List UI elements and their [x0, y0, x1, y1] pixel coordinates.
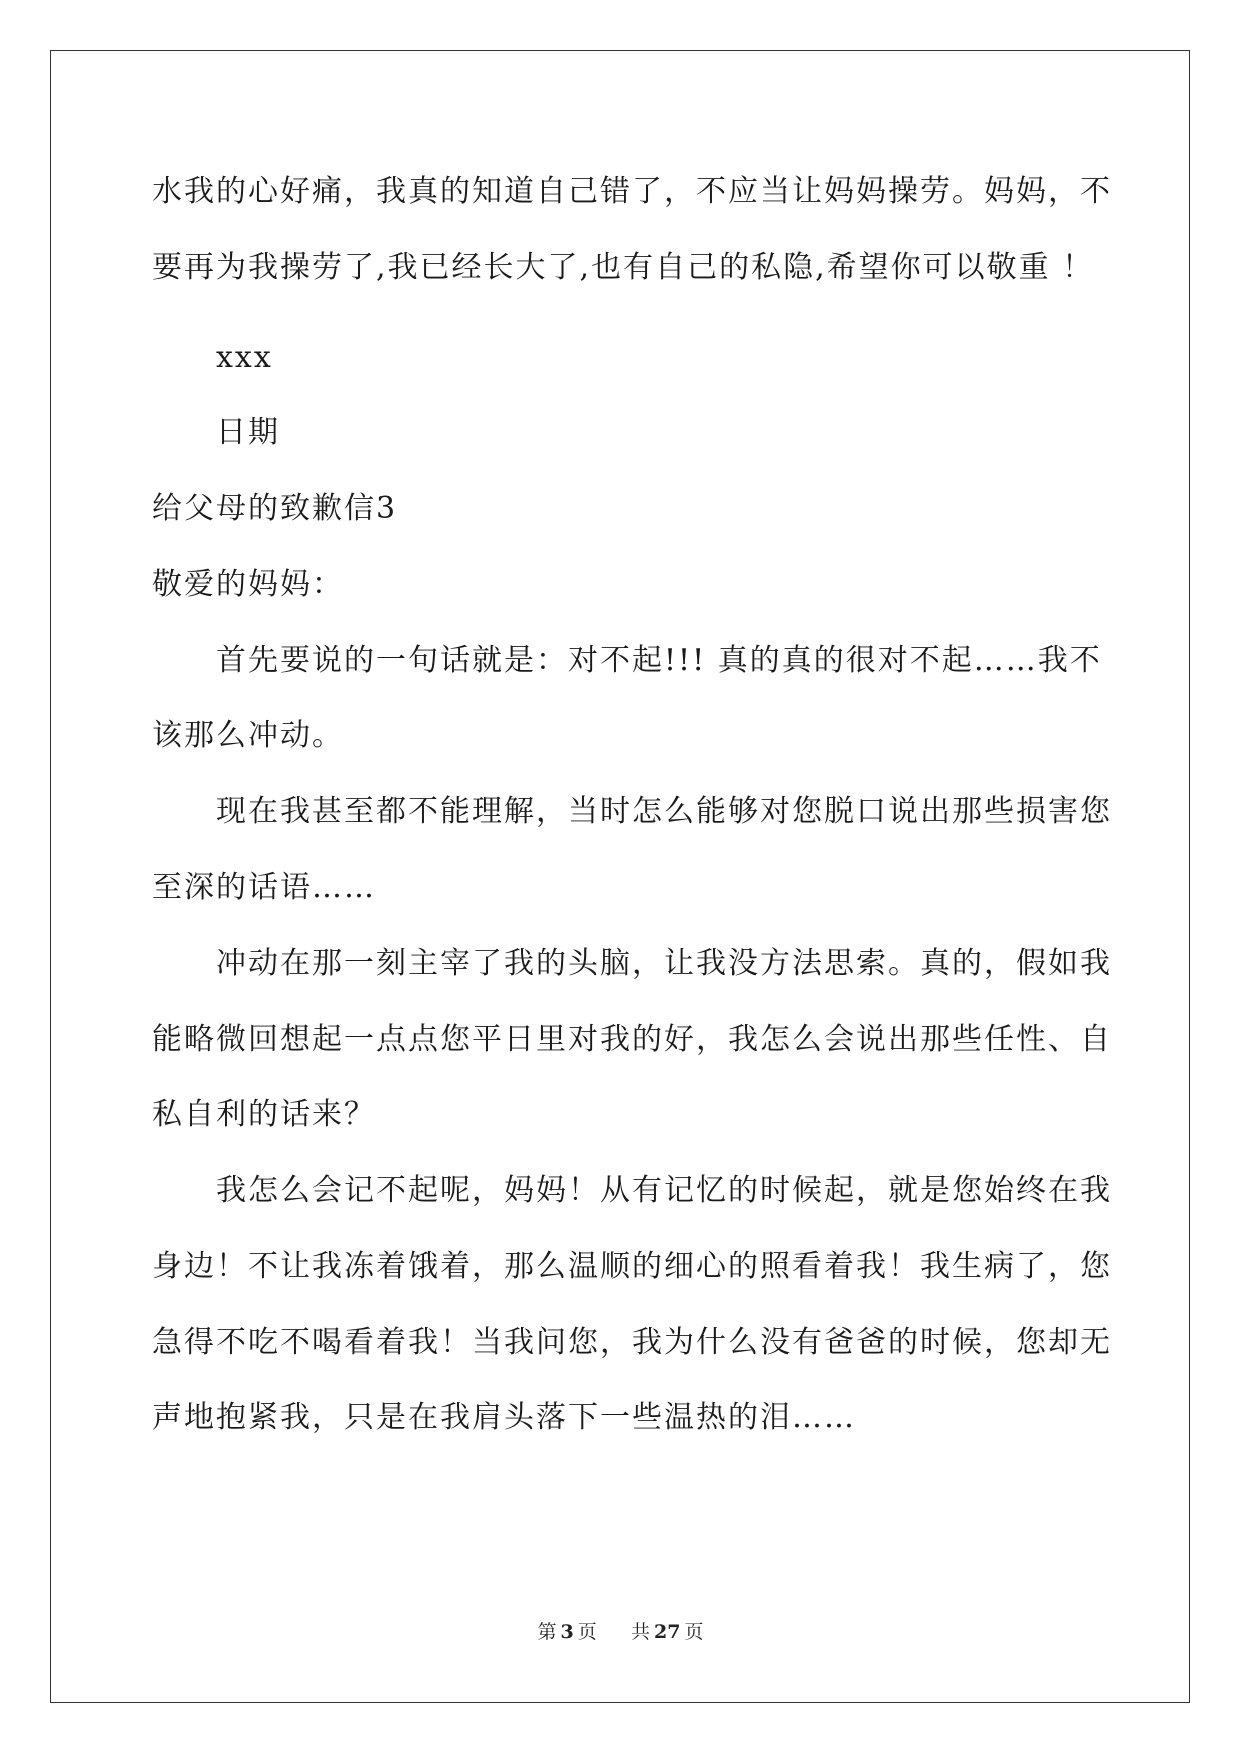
footer-total-prefix: 共 — [630, 1621, 650, 1643]
paragraph-line: 私自利的话来？ — [152, 1097, 376, 1132]
paragraph-line: 该那么冲动。 — [152, 718, 344, 753]
footer-page-unit: 页 — [577, 1621, 597, 1643]
footer-total-unit: 页 — [684, 1621, 704, 1643]
paragraph-line: 要再为我操劳了,我已经长大了,也有自己的私隐,希望你可以敬重 ！ — [152, 250, 1095, 285]
paragraph-line: 声地抱紧我，只是在我肩头落下一些温热的泪…… — [152, 1400, 856, 1435]
footer-page-number: 3 — [560, 1621, 574, 1643]
paragraph-line: 能略微回想起一点点您平日里对我的好，我怎么会说出那些任性、自 — [152, 1022, 1112, 1057]
paragraph-line: 至深的话语…… — [152, 870, 376, 905]
paragraph-line: 现在我甚至都不能理解，当时怎么能够对您脱口说出那些损害您 — [216, 794, 1112, 829]
paragraph-line: 身边！不让我冻着饿着，那么温顺的细心的照看着我！我生病了，您 — [152, 1249, 1112, 1284]
page-footer — [0, 1620, 1241, 1644]
paragraph-line: 首先要说的一句话就是：对不起!!! 真的真的很对不起……我不 — [216, 643, 1102, 678]
paragraph-line: 水我的心好痛，我真的知道自己错了，不应当让妈妈操劳。妈妈，不 — [152, 174, 1112, 209]
paragraph-line: 冲动在那一刻主宰了我的头脑，让我没方法思索。真的，假如我 — [216, 946, 1112, 981]
footer-prefix: 第 — [537, 1621, 557, 1643]
salutation: 敬爱的妈妈： — [152, 567, 344, 602]
letter-title: 给父母的致歉信3 — [152, 491, 398, 526]
signature-date: 日期 — [216, 415, 280, 450]
footer-total-pages: 27 — [654, 1621, 681, 1643]
signature-name: xxx — [216, 340, 273, 375]
paragraph-line: 我怎么会记不起呢，妈妈！从有记忆的时候起，就是您始终在我 — [216, 1173, 1112, 1208]
paragraph-line: 急得不吃不喝看着我！当我问您，我为什么没有爸爸的时候，您却无 — [152, 1325, 1112, 1360]
